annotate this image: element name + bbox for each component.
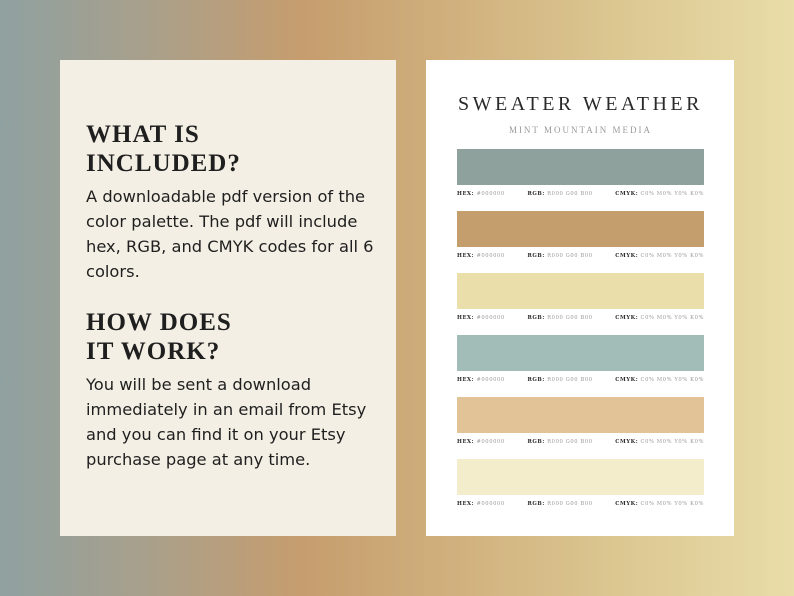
cmyk-code: CMYK: C0% M0% Y0% K0% (615, 501, 704, 507)
info-card (60, 60, 396, 536)
included-text: A downloadable pdf version of the color palette. The pdf will include hex, RGB, and CMYK codes for all 6 colors. (86, 187, 374, 281)
swatch-row (457, 397, 704, 459)
hex-code: HEX: #000000 (457, 253, 505, 259)
hex-code: HEX: #000000 (457, 191, 505, 197)
cmyk-code: CMYK: C0% M0% Y0% K0% (615, 377, 704, 383)
how-text: You will be sent a download immediately in an email from Etsy and you can find it on your Etsy purchase page at any time. (86, 375, 367, 469)
swatch-row (457, 273, 704, 335)
cmyk-code: CMYK: C0% M0% Y0% K0% (615, 439, 704, 445)
color-swatch (457, 397, 704, 433)
swatch-row (457, 335, 704, 397)
color-swatch (457, 273, 704, 309)
swatch-list (457, 149, 704, 521)
cmyk-code: CMYK: C0% M0% Y0% K0% (615, 315, 704, 321)
color-codes (457, 315, 704, 321)
palette-title: SWEATER WEATHER (458, 93, 703, 115)
hex-code: HEX: #000000 (457, 377, 505, 383)
color-swatch (457, 459, 704, 495)
color-codes (457, 439, 704, 445)
swatch-row (457, 149, 704, 211)
swatch-row (457, 211, 704, 273)
hex-code: HEX: #000000 (457, 501, 505, 507)
swatch-row (457, 459, 704, 521)
rgb-code: RGB: R000 G00 B00 (527, 315, 593, 321)
how-heading: HOW DOES IT WORK? (86, 309, 232, 365)
color-codes (457, 501, 704, 507)
color-codes (457, 377, 704, 383)
included-heading: WHAT IS INCLUDED? (86, 121, 241, 177)
rgb-code: RGB: R000 G00 B00 (527, 439, 593, 445)
color-swatch (457, 211, 704, 247)
hex-code: HEX: #000000 (457, 315, 505, 321)
palette-card (426, 60, 734, 536)
cmyk-code: CMYK: C0% M0% Y0% K0% (615, 253, 704, 259)
rgb-code: RGB: R000 G00 B00 (527, 501, 593, 507)
color-swatch (457, 149, 704, 185)
color-swatch (457, 335, 704, 371)
hex-code: HEX: #000000 (457, 439, 505, 445)
palette-subtitle: MINT MOUNTAIN MEDIA (508, 125, 653, 135)
rgb-code: RGB: R000 G00 B00 (527, 377, 593, 383)
rgb-code: RGB: R000 G00 B00 (527, 191, 593, 197)
rgb-code: RGB: R000 G00 B00 (527, 253, 593, 259)
color-codes (457, 191, 704, 197)
color-codes (457, 253, 704, 259)
cmyk-code: CMYK: C0% M0% Y0% K0% (615, 191, 704, 197)
